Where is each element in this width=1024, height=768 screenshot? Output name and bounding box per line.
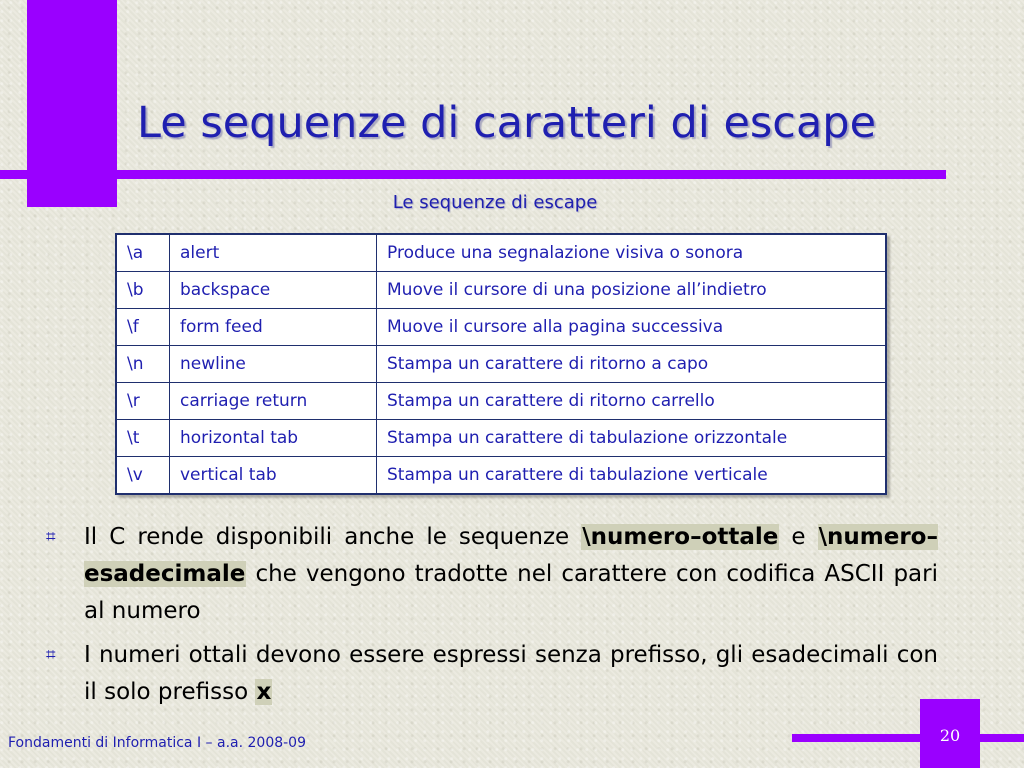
slide-title: Le sequenze di caratteri di escape (137, 98, 877, 148)
list-item (46, 637, 938, 711)
escape-sequence-cell: \v (116, 457, 170, 495)
escape-sequences-table (115, 233, 887, 495)
bullet-text: I numeri ottali devono essere espressi senza prefisso, gli esadecimali con il solo prefisso (84, 642, 938, 705)
table-row (116, 272, 886, 309)
hash-bullet-icon: ⌗ (46, 527, 56, 547)
escape-description-cell: Muove il cursore di una posizione all’indietro (377, 272, 887, 309)
escape-description-cell: Stampa un carattere di tabulazione orizzontale (377, 420, 887, 457)
escape-name-cell: horizontal tab (170, 420, 377, 457)
escape-sequence-cell: \r (116, 383, 170, 420)
escape-sequence-cell: \a (116, 234, 170, 272)
escape-description-cell: Produce una segnalazione visiva o sonora (377, 234, 887, 272)
escape-name-cell: alert (170, 234, 377, 272)
table-row (116, 420, 886, 457)
escape-sequence-cell: \t (116, 420, 170, 457)
table-row (116, 309, 886, 346)
list-item (46, 519, 938, 630)
decorative-title-underline (0, 170, 946, 179)
escape-name-cell: vertical tab (170, 457, 377, 495)
escape-name-cell: carriage return (170, 383, 377, 420)
page-number: 20 (939, 726, 961, 745)
hash-bullet-icon: ⌗ (46, 645, 56, 665)
slide-footer: Fondamenti di Informatica I – a.a. 2008-09 (8, 735, 306, 751)
escape-description-cell: Muove il cursore alla pagina successiva (377, 309, 887, 346)
bullet-list (46, 519, 938, 718)
bullet-text: Il C rende disponibili anche le sequenze (84, 524, 582, 550)
escape-description-cell: Stampa un carattere di ritorno carrello (377, 383, 887, 420)
bullet-text: e (779, 524, 818, 550)
escape-name-cell: form feed (170, 309, 377, 346)
escape-name-cell: backspace (170, 272, 377, 309)
escape-sequence-cell: \b (116, 272, 170, 309)
escape-sequence-cell: \n (116, 346, 170, 383)
table-row (116, 457, 886, 495)
table-caption: Le sequenze di escape (392, 192, 598, 213)
page-number-box (920, 699, 980, 768)
escape-name-cell: newline (170, 346, 377, 383)
escape-description-cell: Stampa un carattere di tabulazione verticale (377, 457, 887, 495)
decorative-bottom-line (792, 734, 1024, 742)
table-row (116, 383, 886, 420)
escape-sequence-cell: \f (116, 309, 170, 346)
code-term: \numero–esadecimale (84, 524, 938, 587)
table-row (116, 346, 886, 383)
table-row (116, 234, 886, 272)
code-term: x (256, 679, 272, 705)
code-term: \numero–ottale (582, 524, 779, 550)
bullet-text: che vengono tradotte nel carattere con codifica ASCII pari al numero (84, 561, 938, 624)
escape-description-cell: Stampa un carattere di ritorno a capo (377, 346, 887, 383)
